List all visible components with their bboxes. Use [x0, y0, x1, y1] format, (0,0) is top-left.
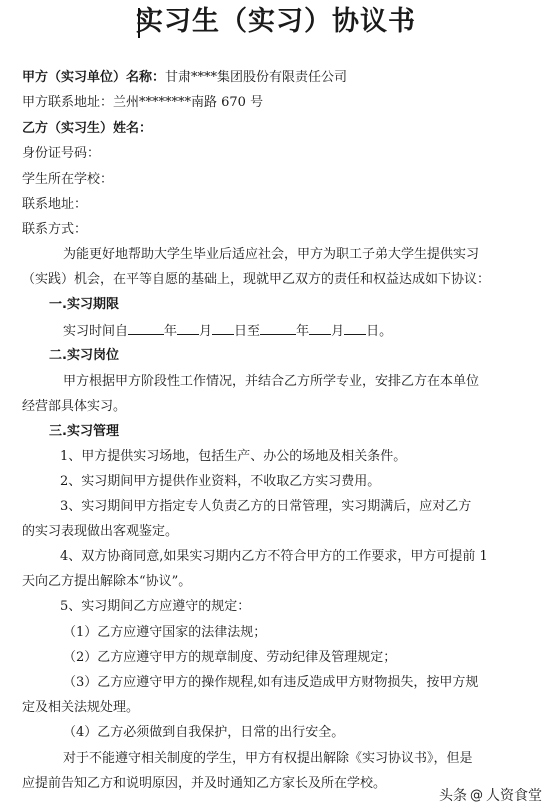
- watermark-prefix: 头条: [439, 788, 467, 804]
- watermark-account: 人资食堂: [486, 788, 542, 804]
- watermark: [439, 785, 542, 805]
- party-a-address: 甲方联系地址：兰州********南路 670 号: [22, 95, 264, 110]
- period-line: [63, 321, 392, 341]
- item-1: 1、甲方提供实习场地，包括生产、办公的场地及相关条件。: [60, 449, 407, 464]
- school-field: 学生所在学校：: [22, 172, 114, 187]
- period-day-end: 日。: [366, 324, 393, 339]
- post-line-1: 甲方根据甲方阶段性工作情况，并结合乙方所学专业，安排乙方在本单位: [63, 374, 480, 389]
- closing-line-2: 应提前告知乙方和说明原因，并及时通知乙方家长及所在学校。: [22, 776, 387, 791]
- item-3-line-1: 3、实习期间甲方指定专人负责乙方的日常管理，实习期满后，应对乙方: [60, 499, 472, 514]
- period-day-to: 日至: [234, 324, 261, 339]
- period-start-day-blank: [212, 321, 234, 335]
- period-end-year-blank: [260, 321, 296, 335]
- section-1-title: 一.实习期限: [49, 297, 119, 312]
- party-a-name-line: [22, 69, 347, 87]
- party-a-label: 甲方（实习单位）名称：: [22, 70, 166, 85]
- item-5: 5、实习期间乙方应遵守的规定：: [60, 599, 251, 614]
- post-line-2: 经营部具体实习。: [22, 399, 127, 414]
- contact-address-field: 联系地址：: [22, 197, 88, 212]
- item-4-line-2: 天向乙方提出解除本“协议”。: [22, 574, 192, 589]
- item-4-line-1: 4、双方协商同意,如果实习期内乙方不符合甲方的工作要求，甲方可提前 1: [60, 549, 488, 564]
- period-end-month-blank: [309, 321, 331, 335]
- closing-line-1: 对于不能遵守相关制度的学生，甲方有权提出解除《实习协议书》，但是: [63, 751, 473, 766]
- period-prefix: 实习时间自: [63, 324, 129, 339]
- rule-2: （2）乙方应遵守甲方的规章制度、劳动纪律及管理规定；: [63, 650, 397, 665]
- period-end-day-blank: [344, 321, 366, 335]
- section-2-title: 二.实习岗位: [49, 348, 119, 363]
- period-month-label: 月: [199, 324, 213, 339]
- period-start-year-blank: [128, 321, 164, 335]
- document-title: 实习生（实习）协议书: [136, 6, 416, 37]
- party-b-label: 乙方（实习生）姓名：: [22, 121, 153, 136]
- item-2: 2、实习期间甲方提供作业资料，不收取乙方实习费用。: [60, 474, 381, 489]
- party-a-name: 甘肃****集团股份有限责任公司: [165, 70, 348, 85]
- contact-method-field: 联系方式：: [22, 222, 88, 237]
- id-number-field: 身份证号码：: [22, 146, 101, 161]
- at-icon: @: [470, 787, 483, 803]
- rule-3-line-2: 定及相关法规处理。: [22, 700, 140, 715]
- intro-line-2: （实践）机会，在平等自愿的基础上，现就甲乙双方的责任和权益达成如下协议：: [22, 272, 491, 287]
- rule-3-line-1: （3）乙方应遵守甲方的操作规程,如有违反造成甲方财物损失，按甲方规: [63, 675, 479, 690]
- section-3-title: 三.实习管理: [49, 424, 119, 439]
- period-start-month-blank: [177, 321, 199, 335]
- period-end-month-label: 月: [331, 324, 345, 339]
- item-3-line-2: 的实习表现做出客观鉴定。: [22, 524, 179, 539]
- rule-1: （1）乙方应遵守国家的法律法规；: [63, 625, 267, 640]
- intro-line-1: 为能更好地帮助大学生毕业后适应社会，甲方为职工子弟大学生提供实习: [63, 247, 480, 262]
- period-year-label: 年: [164, 324, 178, 339]
- rule-4: （4）乙方必须做到自我保护，日常的出行安全。: [63, 725, 345, 740]
- period-end-year-label: 年: [296, 324, 310, 339]
